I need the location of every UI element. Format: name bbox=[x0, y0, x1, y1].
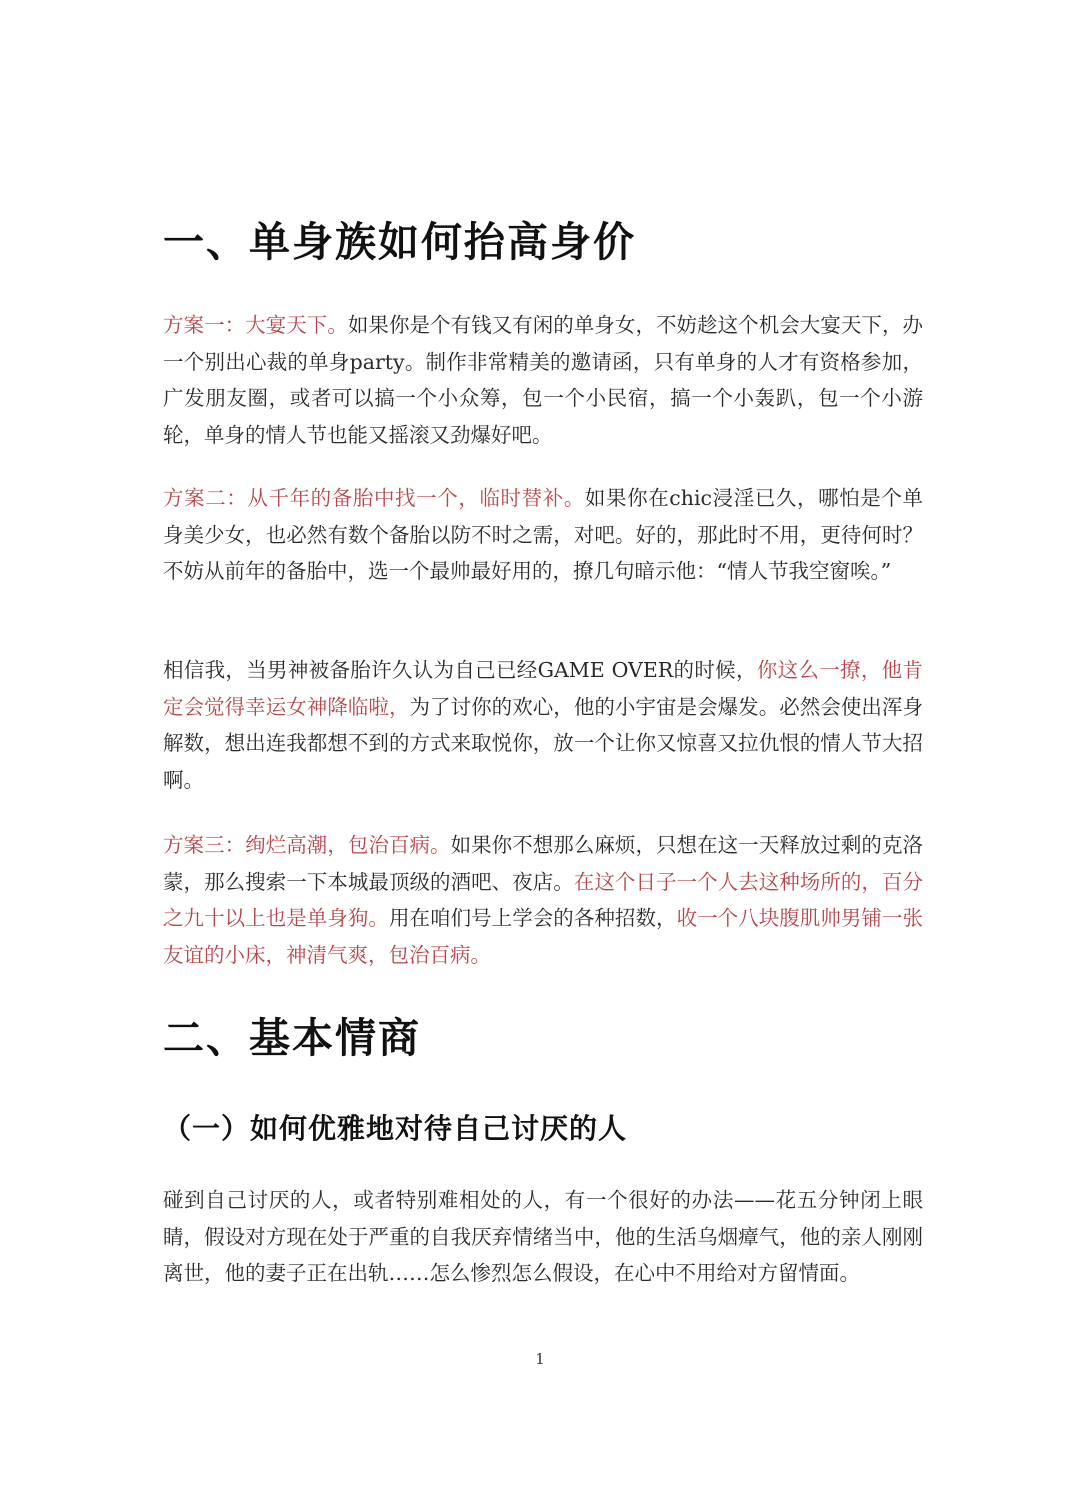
section-heading-2: 二、基本情商 bbox=[163, 1014, 421, 1062]
page-number: 1 bbox=[535, 1350, 545, 1368]
plan-3-text-b: 用在咱们号上学会的各种招数， bbox=[388, 906, 677, 930]
plan-1-text: 如果你是个有钱又有闲的单身女，不妨趁这个机会大宴天下，办一个别出心裁的单身party。制作非常精美的邀请函，只有单身的人才有资格参加，广发朋友圈，或者可以搞一个小众筹，包一个小民宿，搞一个小轰趴，包一个小游轮，单身的情人节也能又摇滚又劲爆好吧。 bbox=[163, 313, 923, 447]
plan-3-highlight-a: 在这个日子一个人去这种场所的，百分之九十以上也是单身狗。 bbox=[163, 869, 924, 930]
subsection-heading-1: （一）如何优雅地对待自己讨厌的人 bbox=[163, 1112, 628, 1145]
plan-3-text-a: 如果你不想那么麻烦，只想在这一天释放过剩的克洛蒙，那么搜索一下本城最顶级的酒吧、夜店。 bbox=[163, 833, 924, 894]
believe-text-b: 为了讨你的欢心，他的小宇宙是会爆发。必然会使出浑身解数，想出连我都想不到的方式来取悦你，放一个让你又惊喜又拉仇恨的情人节大招啊。 bbox=[163, 694, 923, 792]
believe-highlight: 你这么一撩，他肯定会觉得幸运女神降临啦， bbox=[163, 658, 923, 719]
believe-text-a: 相信我，当男神被备胎许久认为自己已经GAME OVER的时候， bbox=[163, 658, 757, 682]
plan-3-highlight-b: 收一个八块腹肌帅男铺一张友谊的小床，神清气爽，包治百病。 bbox=[163, 906, 924, 967]
section-heading-1: 一、单身族如何抬高身价 bbox=[163, 218, 636, 266]
paragraph-difficult-people: 碰到自己讨厌的人，或者特别难相处的人，有一个很好的办法——花五分钟闭上眼睛，假设对方现在处于严重的自我厌弃情绪当中，他的生活乌烟瘴气，他的亲人刚刚离世，他的妻子正在出轨……怎么惨烈怎么假设，在心中不用给对方留情面。 bbox=[163, 1188, 923, 1285]
paragraph-plan-1 bbox=[163, 307, 923, 453]
paragraph-believe-me bbox=[163, 652, 923, 798]
plan-3-label: 方案三：绚烂高潮，包治百病。 bbox=[163, 833, 451, 857]
paragraph-plan-3 bbox=[163, 827, 923, 973]
plan-2-label: 方案二：从千年的备胎中找一个，临时替补。 bbox=[163, 486, 585, 510]
plan-1-label: 方案一：大宴天下。 bbox=[163, 313, 348, 337]
paragraph-plan-2 bbox=[163, 480, 923, 590]
plan-2-text: 如果你在chic浸淫已久，哪怕是个单身美少女，也必然有数个备胎以防不时之需，对吧。好的，那此时不用，更待何时？不妨从前年的备胎中，选一个最帅最好用的，撩几句暗示他：“情人节我空窗唉。” bbox=[163, 486, 923, 583]
